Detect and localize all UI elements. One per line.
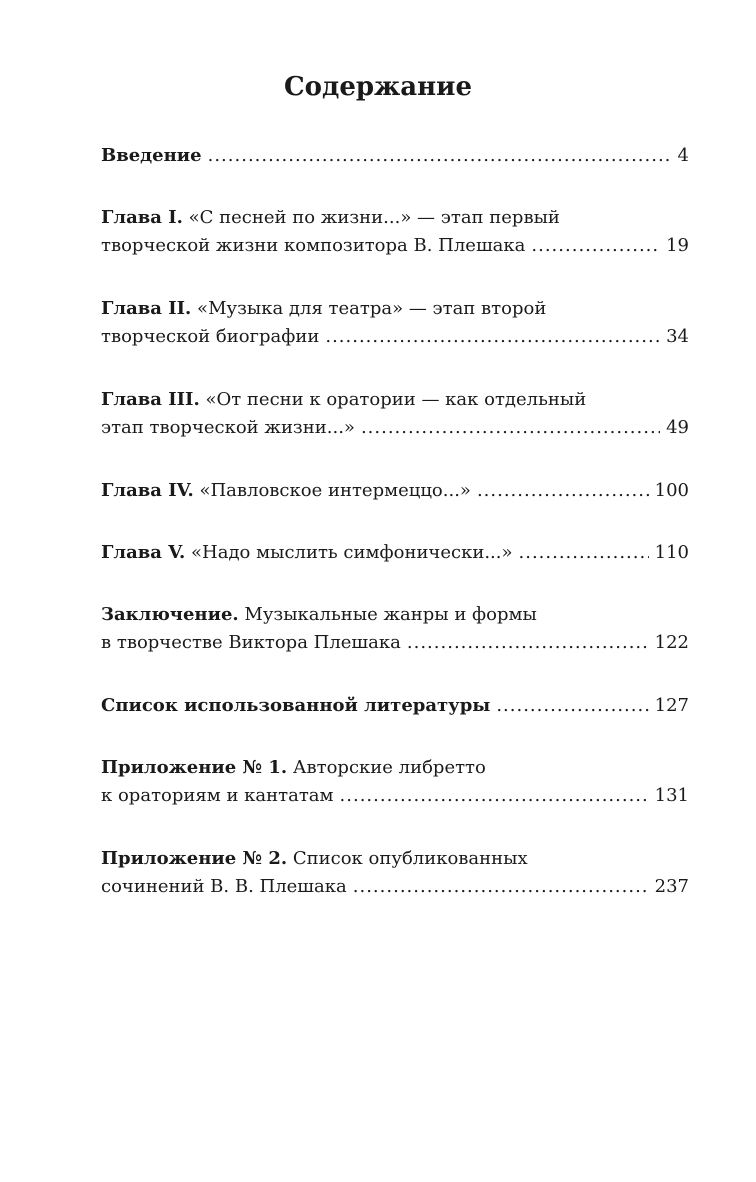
toc-entry-text: «Музыка для театра» — этап второй [191,298,547,319]
toc-entry-continuation: к ораториям и кантатам [101,785,334,806]
page-number: 19 [666,235,689,256]
leader-dots [325,323,660,351]
toc-entry-line [101,232,689,260]
toc-entry-label: Заключение. [101,604,239,625]
toc-entry-chapter-1[interactable] [101,204,689,260]
leader-dots [353,873,649,901]
toc-entry-appendix-2[interactable] [101,845,689,901]
toc-entry-text: «С песней по жизни...» — этап первый [182,207,560,228]
toc-entry-label: Глава V. [101,542,186,563]
toc-entry-text: Авторские либретто [287,757,486,778]
leader-dots [531,232,660,260]
toc-entry-text: Список опубликованных [287,848,528,869]
toc-entry-text: Музыкальные жанры и формы [238,604,537,625]
page-number: 131 [654,785,689,806]
toc-entry-first-line [101,204,689,232]
toc-entry-line [101,692,689,720]
toc-entry-appendix-1[interactable] [101,754,689,810]
toc-entry-chapter-2[interactable] [101,295,689,351]
leader-dots [496,692,648,720]
page-number: 237 [654,876,689,897]
toc-entry-line [101,873,689,901]
page-title: Содержание [283,72,473,102]
toc-entry-text: «От песни к оратории — как отдельный [199,389,587,410]
toc-entry-continuation: в творчестве Виктора Плешака [101,632,401,653]
toc-entry-line [101,539,689,567]
page-number: 49 [666,417,689,438]
toc-entry-line [101,414,689,442]
page-number: 127 [654,695,689,716]
toc-entry-chapter-5[interactable] [101,539,689,567]
toc-entry-continuation: сочинений В. В. Плешака [101,876,347,897]
toc-entry-label: Приложение № 2. [101,848,288,869]
leader-dots [208,142,672,170]
toc-entry-first-line [101,295,689,323]
leader-dots [340,782,649,810]
toc-entry-label: Глава III. [101,389,200,410]
leader-dots [477,477,649,505]
toc-entry-continuation: творческой биографии [101,326,320,347]
page-number: 100 [654,480,689,501]
toc-entry-first-line [101,754,689,782]
toc-entry-text: «Павловское интермеццо...» [193,480,471,501]
toc-entry-label: Глава IV. [101,480,194,501]
toc-entry-line [101,323,689,351]
toc-entry-first-line [101,601,689,629]
toc-entry-introduction[interactable] [101,142,689,170]
page-number: 122 [654,632,689,653]
table-of-contents [101,142,689,936]
page-number: 110 [654,542,689,563]
page-number: 4 [677,145,689,166]
toc-entry-line [101,477,689,505]
toc-entry-continuation: этап творческой жизни...» [101,417,355,438]
toc-entry-label: Приложение № 1. [101,757,288,778]
toc-entry-continuation: творческой жизни композитора В. Плешака [101,235,526,256]
toc-entry-label: Глава I. [101,207,183,228]
leader-dots [519,539,649,567]
toc-entry-first-line [101,845,689,873]
page-number: 34 [666,326,689,347]
toc-entry-line [101,629,689,657]
toc-entry-text: «Надо мыслить симфонически...» [185,542,513,563]
toc-entry-chapter-3[interactable] [101,386,689,442]
toc-entry-chapter-4[interactable] [101,477,689,505]
toc-entry-bibliography[interactable] [101,692,689,720]
toc-entry-first-line [101,386,689,414]
toc-entry-line [101,782,689,810]
toc-entry-conclusion[interactable] [101,601,689,657]
toc-entry-line [101,142,689,170]
toc-entry-label: Глава II. [101,298,192,319]
leader-dots [407,629,649,657]
toc-entry-label: Введение [101,145,202,166]
leader-dots [361,414,660,442]
toc-entry-label: Список использованной литературы [101,695,491,716]
